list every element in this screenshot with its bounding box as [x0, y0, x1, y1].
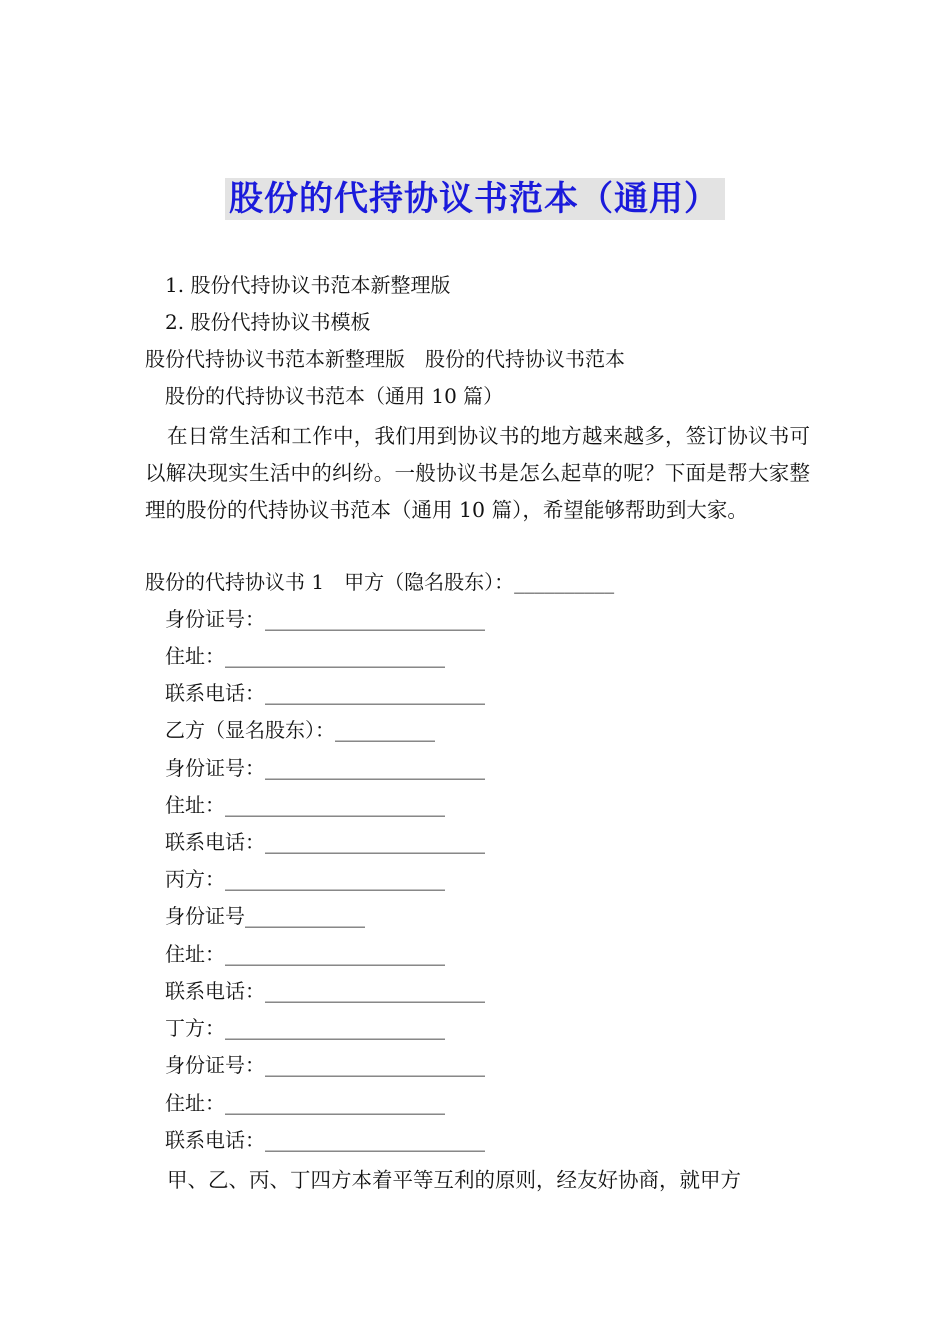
closing-paragraph: 甲、乙、丙、丁四方本着平等互利的原则，经友好协商，就甲方	[167, 1168, 741, 1192]
field-line: 乙方（显名股东）：__________	[165, 718, 435, 742]
toc-item: 2. 股份代持协议书模板	[165, 310, 371, 334]
field-line: 联系电话：______________________	[165, 979, 485, 1003]
field-line: 联系电话：______________________	[165, 1128, 485, 1152]
field-line: 身份证号____________	[165, 904, 365, 928]
agreement-first-line: 股份的代持协议书 1 甲方（隐名股东）：__________	[145, 570, 615, 594]
field-line: 联系电话：______________________	[165, 830, 485, 854]
document-title: 股份的代持协议书范本（通用）	[225, 178, 725, 220]
heading-line: 股份代持协议书范本新整理版 股份的代持协议书范本	[145, 347, 625, 371]
field-line: 身份证号：______________________	[165, 756, 485, 780]
field-line: 联系电话：______________________	[165, 681, 485, 705]
title-container	[0, 178, 950, 220]
field-line: 丙方：______________________	[165, 867, 445, 891]
field-line: 身份证号：______________________	[165, 1053, 485, 1077]
field-line: 住址：______________________	[165, 793, 445, 817]
intro-paragraph: 在日常生活和工作中，我们用到协议书的地方越来越多，签订协议书可以解决现实生活中的纠纷。一般协议书是怎么起草的呢？下面是帮大家整理的股份的代持协议书范本（通用 10 篇），希望能够帮助到大家。	[145, 424, 810, 522]
field-line: 住址：______________________	[165, 1091, 445, 1115]
field-line: 住址：______________________	[165, 942, 445, 966]
field-line: 住址：______________________	[165, 644, 445, 668]
field-line: 身份证号：______________________	[165, 607, 485, 631]
subtitle: 股份的代持协议书范本（通用 10 篇）	[165, 384, 504, 408]
toc-item: 1. 股份代持协议书范本新整理版	[165, 273, 451, 297]
field-line: 丁方：______________________	[165, 1016, 445, 1040]
